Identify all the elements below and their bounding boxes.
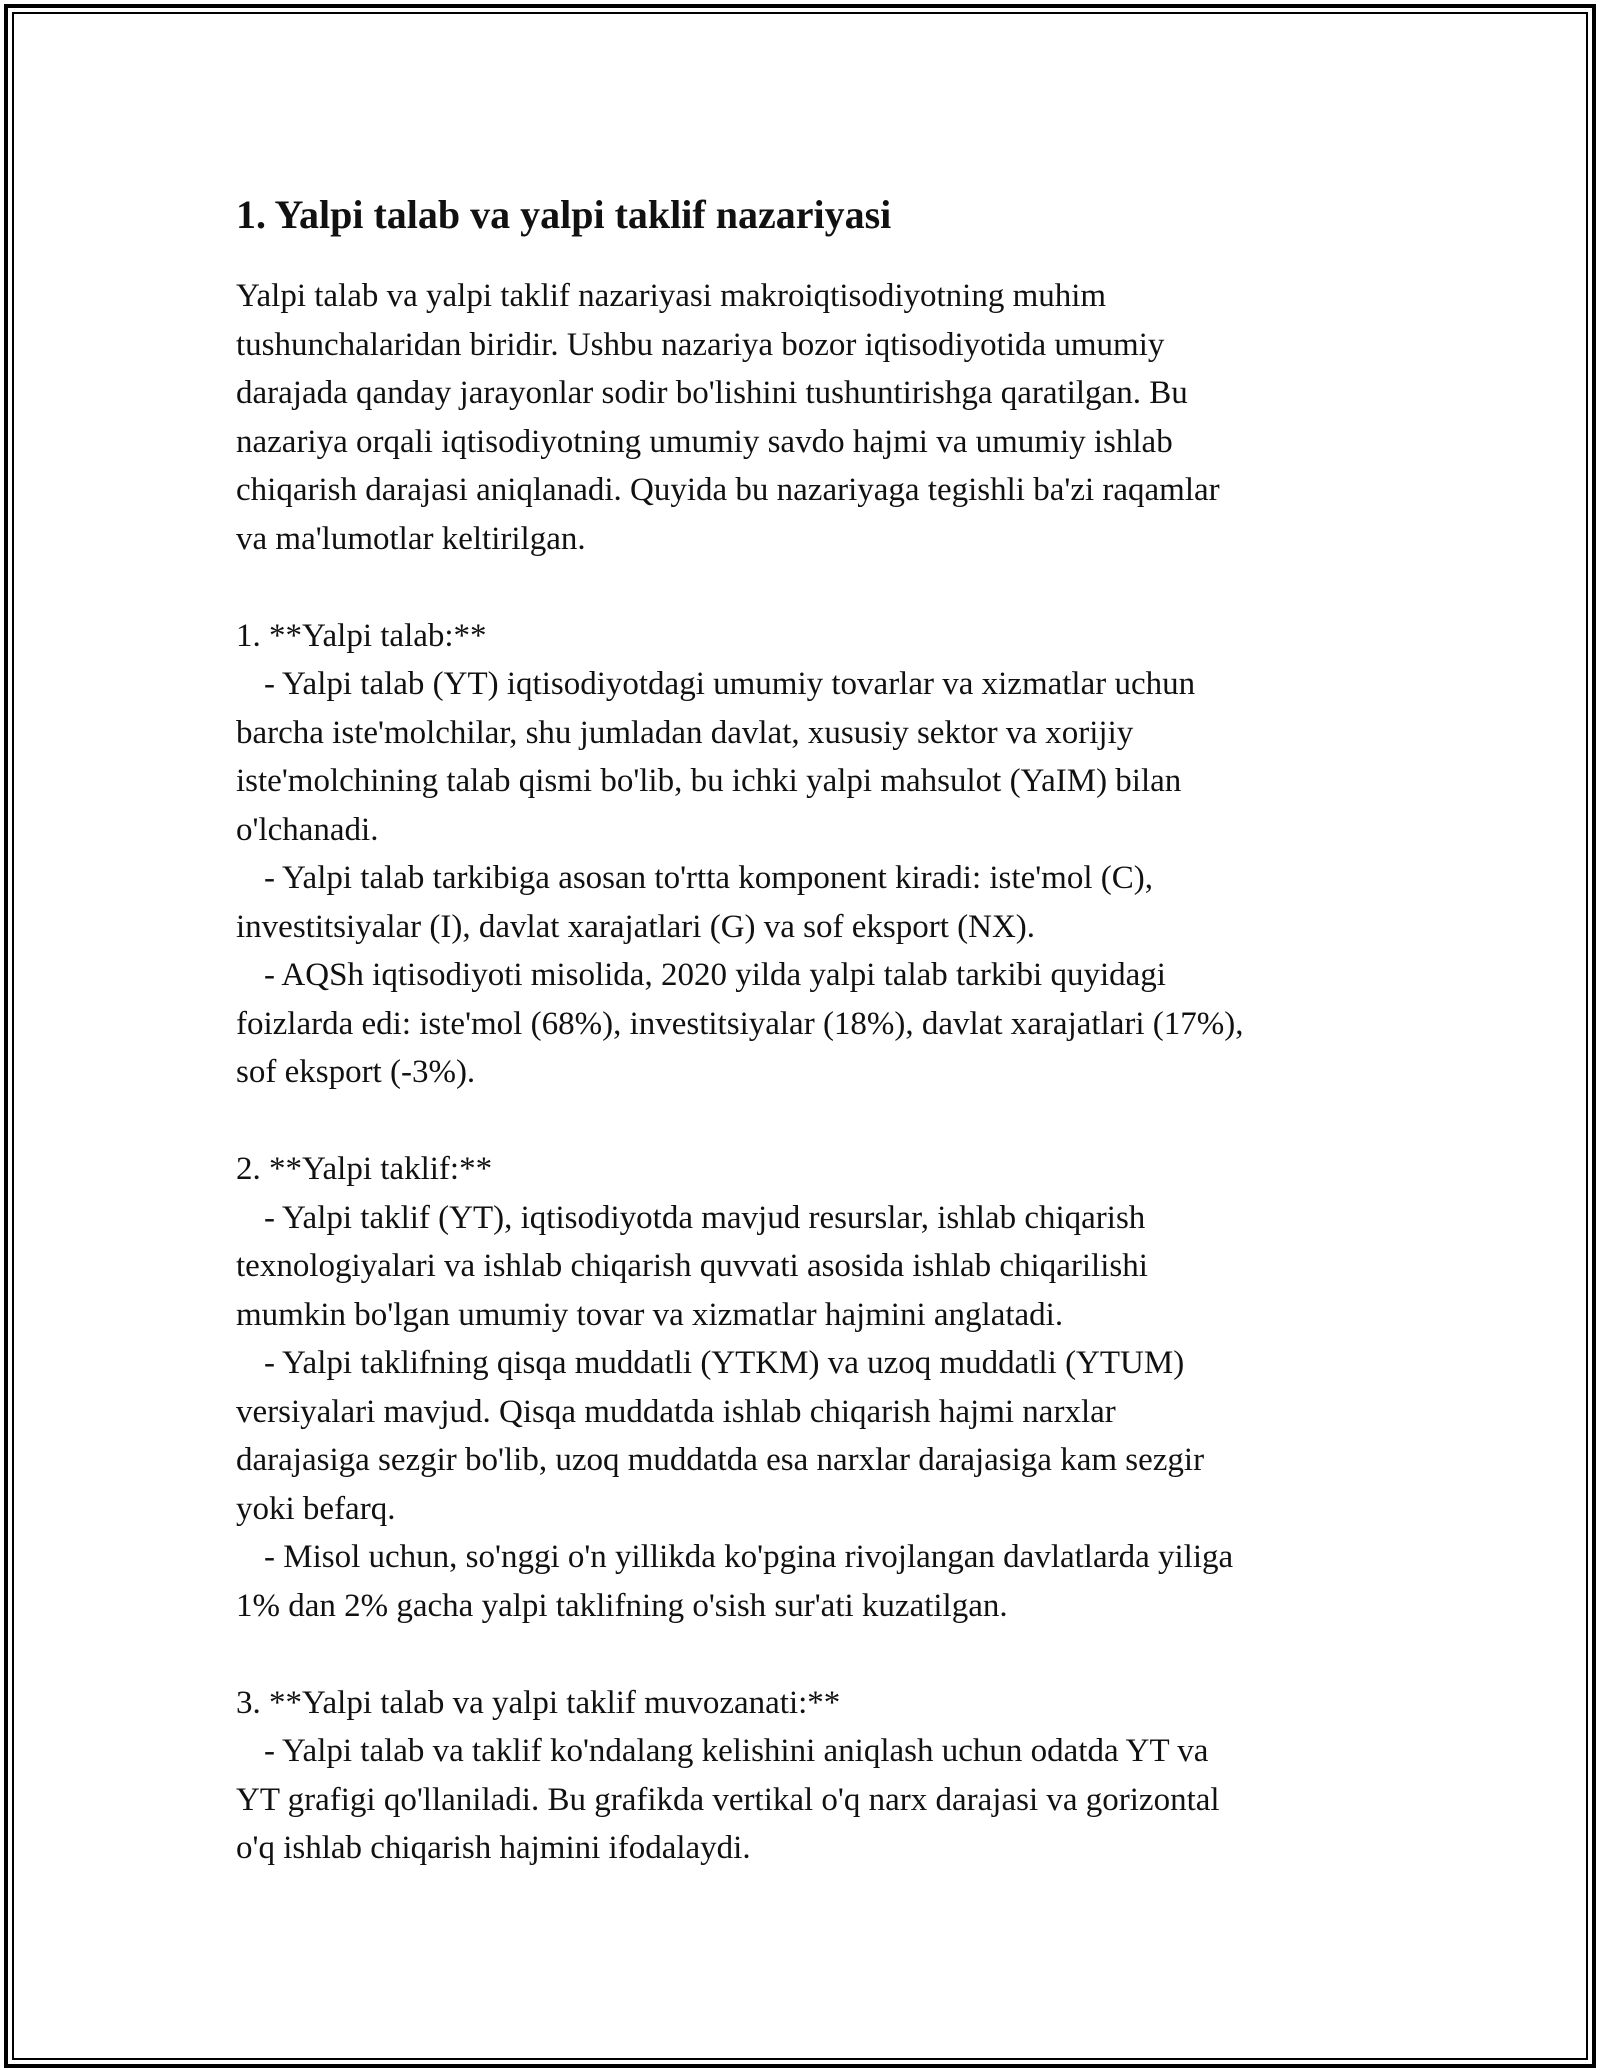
section-line: - AQSh iqtisodiyoti misolida, 2020 yilda yalpi talab tarkibi quyidagi [264, 957, 1166, 993]
section-line: darajasiga sezgir bo'lib, uzoq muddatda esa narxlar darajasiga kam sezgir [236, 1442, 1205, 1478]
spacer [236, 563, 1366, 612]
spacer [236, 1630, 1366, 1679]
section-line: - Misol uchun, so'nggi o'n yillikda ko'pgina rivojlangan davlatlarda yiliga [264, 1539, 1234, 1575]
section-line: - Yalpi taklif (YT), iqtisodiyotda mavjud resurslar, ishlab chiqarish [264, 1199, 1146, 1236]
section-line: 1% dan 2% gacha yalpi taklifning o'sish sur'ati kuzatilgan. [236, 1587, 1008, 1624]
section-heading: 2. **Yalpi taklif:** [236, 1151, 493, 1187]
intro-line: va ma'lumotlar keltirilgan. [236, 520, 586, 557]
section-line: mumkin bo'lgan umumiy tovar va xizmatlar hajmini anglatadi. [236, 1296, 1064, 1333]
intro-line: Yalpi talab va yalpi taklif nazariyasi makroiqtisodiyotning muhim [236, 278, 1107, 314]
section-line: investitsiyalar (I), davlat xarajatlari (G) va sof eksport (NX). [236, 908, 1036, 945]
intro-line: tushunchalaridan biridir. Ushbu nazariya bozor iqtisodiyotida umumiy [236, 326, 1165, 363]
section-line: - Yalpi talab va taklif ko'ndalang kelishini aniqlash uchun odatda YT va [264, 1733, 1209, 1769]
section-line: - Yalpi taklifning qisqa muddatli (YTKM) va uzoq muddatli (YTUM) [264, 1345, 1185, 1381]
section-aggregate-demand [236, 612, 1366, 1097]
section-line: YT grafigi qo'llaniladi. Bu grafikda vertikal o'q narx darajasi va gorizontal [236, 1781, 1220, 1818]
section-line: texnologiyalari va ishlab chiqarish quvvati asosida ishlab chiqarilishi [236, 1248, 1148, 1284]
document-body [236, 186, 1366, 1873]
section-line: yoki befarq. [236, 1490, 396, 1527]
section-heading: 3. **Yalpi talab va yalpi taklif muvozanati:** [236, 1684, 841, 1721]
section-line: barcha iste'molchilar, shu jumladan davlat, xususiy sektor va xorijiy [236, 714, 1134, 751]
intro-line: nazariya orqali iqtisodiyotning umumiy savdo hajmi va umumiy ishlab [236, 423, 1173, 460]
intro-line: chiqarish darajasi aniqlanadi. Quyida bu nazariyaga tegishli ba'zi raqamlar [236, 472, 1220, 508]
section-heading: 1. **Yalpi talab:** [236, 617, 487, 654]
spacer [236, 1097, 1366, 1146]
intro-paragraph [236, 272, 1366, 563]
section-aggregate-supply [236, 1145, 1366, 1630]
section-line: sof eksport (-3%). [236, 1054, 476, 1090]
section-line: o'lchanadi. [236, 811, 379, 848]
section-line: versiyalari mavjud. Qisqa muddatda ishlab chiqarish hajmi narxlar [236, 1393, 1116, 1430]
document-title: 1. Yalpi talab va yalpi taklif nazariyasi [236, 192, 892, 237]
section-equilibrium [236, 1679, 1366, 1873]
section-line: - Yalpi talab tarkibiga asosan to'rtta komponent kiradi: iste'mol (C), [264, 860, 1153, 896]
section-line: iste'molchining talab qismi bo'lib, bu ichki yalpi mahsulot (YaIM) bilan [236, 763, 1182, 799]
section-line: - Yalpi talab (YT) iqtisodiyotdagi umumiy tovarlar va xizmatlar uchun [264, 666, 1196, 702]
section-line: foizlarda edi: iste'mol (68%), investitsiyalar (18%), davlat xarajatlari (17%), [236, 1005, 1244, 1042]
section-line: o'q ishlab chiqarish hajmini ifodalaydi. [236, 1830, 751, 1866]
intro-line: darajada qanday jarayonlar sodir bo'lishini tushuntirishga qaratilgan. Bu [236, 375, 1188, 411]
